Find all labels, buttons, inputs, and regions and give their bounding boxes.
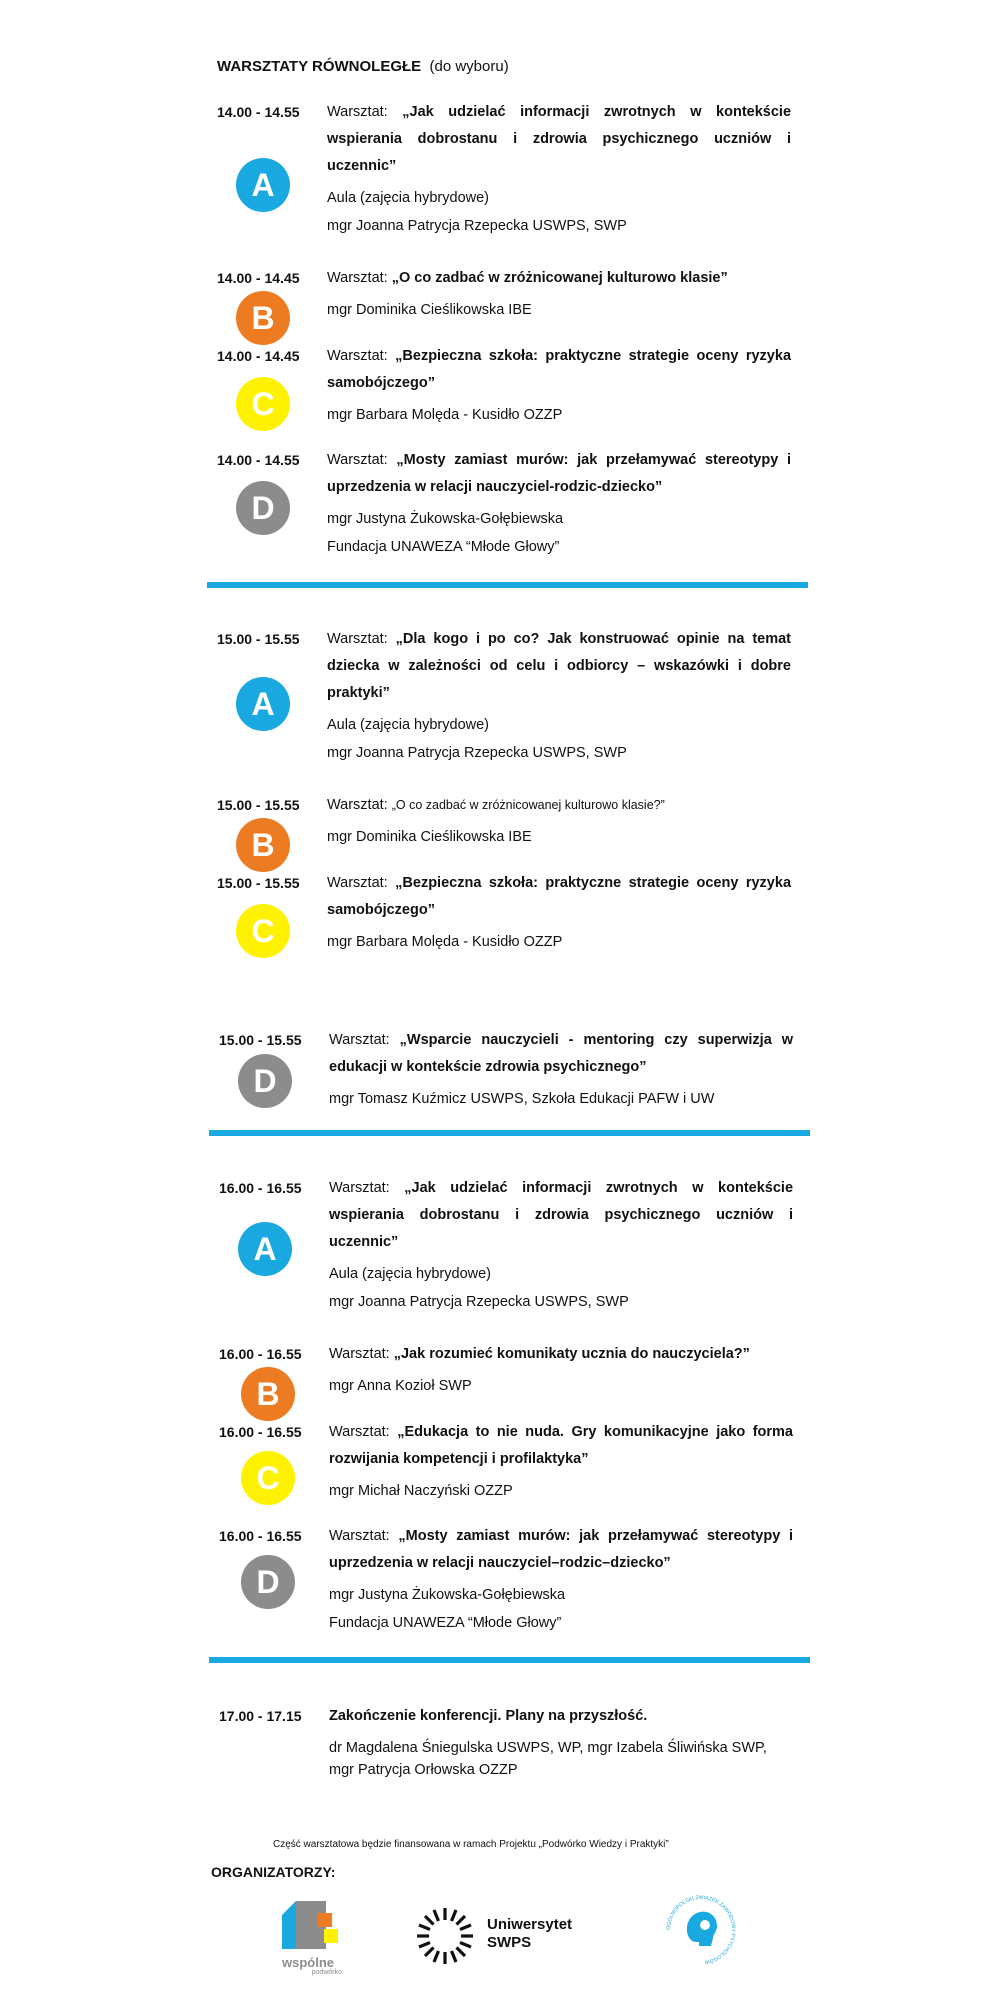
session-content: Warsztat: „Mosty zamiast murów: jak przełamywać stereotypy i uprzedzenia w relacji nauczyciel-rodzic-dziecko” mgr Justyna Żukowska-Gołębiewska Fundacja UNAWEZA “Młode Głowy” (327, 452, 791, 555)
session-presenter: mgr Anna Kozioł SWP (329, 1378, 472, 1394)
session-presenter: mgr Barbara Molęda - Kusidło OZZP (327, 934, 563, 950)
session-time: 14.00 - 14.55 (217, 104, 300, 120)
session-presenter: mgr Michał Naczyński OZZP (329, 1483, 513, 1499)
badge-d-icon: D (238, 1054, 292, 1108)
session-content: Warsztat: „Jak udzielać informacji zwrotnych w kontekście wspierania dobrostanu i zdrowia psychicznego uczniów i uczennic” Aula (zajęcia hybrydowe) mgr Joanna Patrycja Rzepecka USWPS, SWP (327, 104, 792, 234)
session-presenter: mgr Joanna Patrycja Rzepecka USWPS, SWP (327, 745, 627, 761)
session-presenter: mgr Dominika Cieślikowska IBE (327, 829, 532, 845)
closing-content (329, 1703, 793, 1780)
badge-c-icon: C (241, 1451, 295, 1505)
badge-d-icon: D (241, 1555, 295, 1609)
badge-b-icon: B (241, 1367, 295, 1421)
session-content: Warsztat: „O co zadbać w zróżnicowanej kulturowo klasie?” mgr Dominika Cieślikowska IBE (327, 792, 791, 847)
session-presenter: mgr Dominika Cieślikowska IBE (327, 302, 532, 318)
section-heading (217, 58, 509, 75)
section-divider (209, 1130, 810, 1136)
session-time: 14.00 - 14.55 (217, 452, 300, 468)
badge-a-icon: A (236, 677, 290, 731)
section-divider (209, 1657, 810, 1663)
session-time: 15.00 - 15.55 (219, 1032, 302, 1048)
badge-a-icon: A (236, 158, 290, 212)
badge-b-icon: B (236, 291, 290, 345)
session-time: 14.00 - 14.45 (217, 270, 300, 286)
closing-time: 17.00 - 17.15 (219, 1708, 302, 1724)
badge-c-icon: C (236, 904, 290, 958)
session-time: 15.00 - 15.55 (217, 875, 300, 891)
session-content: Warsztat: „Bezpieczna szkoła: praktyczne strategie oceny ryzyka samobójczego” mgr Barbara Molęda - Kusidło OZZP (327, 348, 792, 423)
house-icon (282, 1897, 342, 1949)
session-time: 15.00 - 15.55 (217, 631, 300, 647)
section-divider (207, 582, 808, 588)
session-time: 16.00 - 16.55 (219, 1180, 302, 1196)
session-content: Warsztat: „Wsparcie nauczycieli - mentoring czy superwizja w edukacji w kontekście zdrowia psychicznego” mgr Tomasz Kuźmicz USWPS, Szkoła Edukacji PAFW i UW (329, 1032, 794, 1107)
closing-presenters: dr Magdalena Śniegulska USWPS, WP, mgr Izabela Śliwińska SWP, (329, 1740, 767, 1756)
session-presenter: mgr Tomasz Kuźmicz USWPS, Szkoła Edukacji PAFW i UW (329, 1091, 715, 1107)
session-time: 16.00 - 16.55 (219, 1528, 302, 1544)
swps-sunburst-icon (415, 1906, 475, 1966)
funding-note: Część warsztatowa będzie finansowana w ramach Projektu „Podwórko Wiedzy i Praktyki” (273, 1839, 669, 1850)
session-time: 14.00 - 14.45 (217, 348, 300, 364)
session-content: Warsztat: „Dla kogo i po co? Jak konstruować opinie na temat dziecka w zależności od celu i odbiorcy – wskazówki i dobre praktyki” Aula (zajęcia hybrydowe) mgr Joanna Patrycja Rzepecka USWPS, SWP (327, 631, 792, 761)
closing-title: Zakończenie konferencji. Plany na przyszłość. (329, 1708, 648, 1724)
session-content: Warsztat: „Edukacja to nie nuda. Gry komunikacyjne jako forma rozwijania kompetencji i profilaktyka” mgr Michał Naczyński OZZP (329, 1424, 793, 1499)
wspolne-podworko-logo: wspólne podwórko (282, 1897, 342, 1971)
session-content: Warsztat: „Jak udzielać informacji zwrotnych w kontekście wspierania dobrostanu i zdrowia psychicznego uczniów i uczennic” Aula (zajęcia hybrydowe) mgr Joanna Patrycja Rzepecka USWPS, SWP (329, 1180, 794, 1310)
heading-normal: (do wyboru) (429, 58, 509, 75)
session-room: Aula (zajęcia hybrydowe) (327, 717, 489, 733)
badge-d-icon: D (236, 481, 290, 535)
svg-text:OGÓLNOPOLSKI ZWIĄZEK ZAWODOWY: OGÓLNOPOLSKI ZWIĄZEK ZAWODOWY PSYCHOLOGÓW (665, 1894, 737, 1965)
session-presenter: mgr Barbara Molęda - Kusidło OZZP (327, 407, 563, 423)
session-presenter: mgr Justyna Żukowska-Gołębiewska (327, 511, 564, 527)
session-time: 16.00 - 16.55 (219, 1346, 302, 1362)
ozzp-logo (665, 1894, 737, 1966)
session-content: Warsztat: „Jak rozumieć komunikaty ucznia do nauczyciela?” mgr Anna Kozioł SWP (329, 1341, 793, 1396)
session-content: Warsztat: „O co zadbać w zróżnicowanej kulturowo klasie” mgr Dominika Cieślikowska IBE (327, 265, 791, 320)
session-time: 15.00 - 15.55 (217, 797, 300, 813)
session-organization: Fundacja UNAWEZA “Młode Głowy” (329, 1615, 562, 1631)
organizers-label: ORGANIZATORZY: (211, 1864, 336, 1880)
session-presenter: mgr Joanna Patrycja Rzepecka USWPS, SWP (327, 218, 627, 234)
session-presenter: mgr Justyna Żukowska-Gołębiewska (329, 1587, 566, 1603)
heading-bold: WARSZTATY RÓWNOLEGŁE (217, 58, 422, 75)
badge-b-icon: B (236, 818, 290, 872)
session-content: Warsztat: „Mosty zamiast murów: jak przełamywać stereotypy i uprzedzenia w relacji nauczyciel–rodzic–dziecko” mgr Justyna Żukowska-Gołębiewska Fundacja UNAWEZA “Młode Głowy” (329, 1528, 793, 1631)
closing-presenters: mgr Patrycja Orłowska OZZP (329, 1762, 518, 1778)
badge-a-icon: A (238, 1222, 292, 1276)
session-room: Aula (zajęcia hybrydowe) (329, 1266, 491, 1282)
session-presenter: mgr Joanna Patrycja Rzepecka USWPS, SWP (329, 1294, 629, 1310)
psychologist-head-icon (665, 1894, 737, 1966)
session-content: Warsztat: „Bezpieczna szkoła: praktyczne strategie oceny ryzyka samobójczego” mgr Barbara Molęda - Kusidło OZZP (327, 875, 792, 950)
session-time: 16.00 - 16.55 (219, 1424, 302, 1440)
badge-c-icon: C (236, 377, 290, 431)
uniwersytet-swps-logo: Uniwersytet SWPS (415, 1906, 605, 1966)
session-room: Aula (zajęcia hybrydowe) (327, 190, 489, 206)
session-organization: Fundacja UNAWEZA “Młode Głowy” (327, 539, 560, 555)
